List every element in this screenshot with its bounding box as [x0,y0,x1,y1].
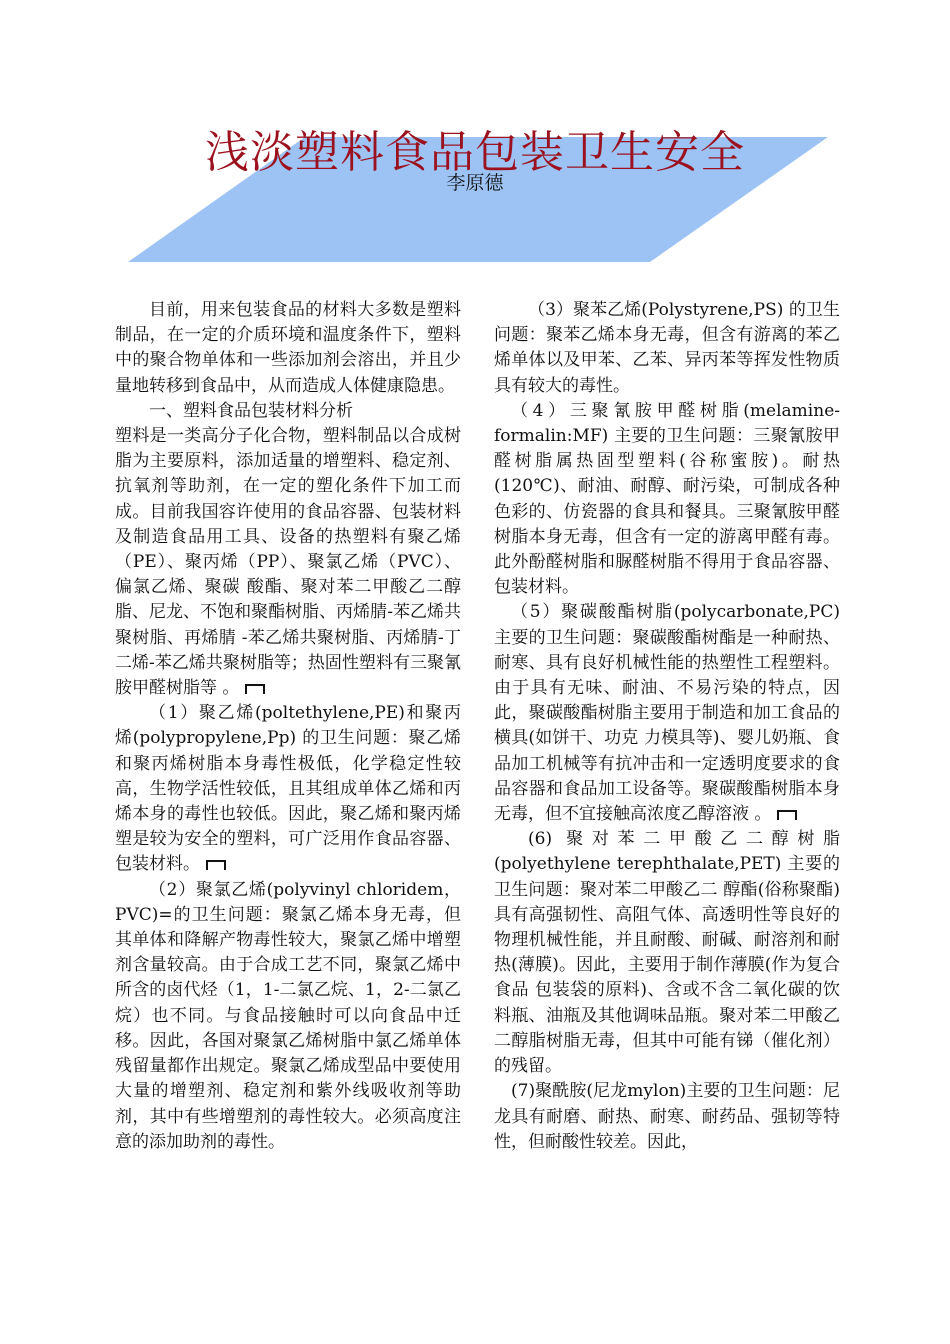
right-column [494,298,840,1155]
left-column [115,298,461,1155]
section-heading: 一、塑料食品包装材料分析 [149,400,353,421]
paragraph-ps: （3）聚苯乙烯(Polystyrene,PS) 的卫生问题：聚苯乙烯本身无毒，但含有游离的苯乙烯单体以及甲苯、乙苯、异丙苯等挥发性物质具有较大的毒性。 [494,300,840,396]
article-title: 浅淡塑料食品包装卫生安全 [205,127,745,178]
paragraph-plastics-overview: 塑料是一类高分子化合物，塑料制品以合成树脂为主要原料，添加适量的增塑料、稳定剂、抗氧剂等助剂，在一定的塑化条件下加工而成。目前我国容许使用的食品容器、包装材料及制造食品用工具、设备的热塑料有聚乙烯（PE）、聚丙烯（PP）、聚氯乙烯（PVC）、偏氯乙烯、聚碳 酸酯、聚对苯二甲酸乙二醇脂、尼龙、不饱和聚酯树脂、丙烯腈-苯乙烯共聚树脂、再烯腈 -苯乙烯共聚树脂、丙烯腈-丁二烯-苯乙烯共聚树脂等；热固性塑料有三聚氰胺甲醛树脂等 。 [115,426,461,699]
paragraph-mf: （4）三聚氰胺甲醛树脂(melamine-formalin:MF) 主要的卫生问题：三聚氰胺甲醛树脂属热固型塑料(谷称蜜胺)。耐热(120℃)、耐油、耐醇、耐污染，可制成各种色彩的、仿瓷器的食具和餐具。三聚氰胺甲醛树脂本身无毒，但含有一定的游离甲醛有毒。此外酚醛树脂和脲醛树脂不得用于食品容器、包装材料。 [494,400,840,598]
return-mark-icon [245,684,265,694]
paragraph-pc: （5）聚碳酸酯树脂(polycarbonate,PC) 主要的卫生问题：聚碳酸酯树酯是一种耐热、耐寒、具有良好机械性能的热塑性工程塑料。由于具有无味、耐油、不易污染的特点，因此，聚碳酸酯树脂主要用于制造和加工食品的横具(如饼干、功克 力模具等)、婴儿奶瓶、食品加工机械等有抗冲击和一定透明度要求的食品容器和食品加工设备等。聚碳酸酯树脂本身无毒，但不宜接触高浓度乙醇溶液 。 [494,602,840,825]
paragraph-nylon: (7)聚酰胺(尼龙mylon)主要的卫生问题：尼龙具有耐磨、耐热、耐寒、耐药品、强韧等特性，但耐酸性较差。因此， [494,1081,840,1152]
return-mark-icon [206,860,226,870]
paragraph-pe-pp: （1）聚乙烯(poltethylene,PE)和聚丙烯(polypropylene,Pp) 的卫生问题：聚乙烯和聚丙烯树脂本身毒性极低，化学稳定性较高，生物学活性较低，且其组成单体乙烯和丙烯本身的毒性也较低。因此，聚乙烯和聚丙烯塑是较为安全的塑料，可广泛用作食品容器、包装材料。 [115,703,461,875]
paragraph-pet: (6) 聚对苯二甲酸乙二醇树脂(polyethylene terephthalate,PET) 主要的卫生问题：聚对苯二甲酸乙二 醇酯(俗称聚酯)具有高强韧性、高阻气体、高透明性等良好的物理机械性能，并且耐酸、耐碱、耐溶剂和耐热(薄膜)。因此，主要用于制作薄膜(作为复合食品 包装袋的原料)、含或不含二氧化碳的饮料瓶、油瓶及其他调味品瓶。聚对苯二甲酸乙二醇脂树脂无毒，但其中可能有锑（催化剂）的残留。 [494,829,840,1077]
return-mark-icon [777,810,797,820]
paragraph-pvc: （2）聚氯乙烯(polyvinyl chloridem，PVC)=的卫生问题：聚氯乙烯本身无毒，但其单体和降解产物毒性较大，聚氯乙烯中增塑剂含量较高。由于合成工艺不同，聚氯乙烯中所含的卤代烃（1，1-二氯乙烷、1，2-二氯乙烷）也不同。与食品接触时可以向食品中迁移。因此，各国对聚氯乙烯树脂中氯乙烯单体残留量都作出规定。聚氯乙烯成型品中要使用大量的增塑剂、稳定剂和紫外线吸收剂等助剂，其中有些增塑剂的毒性较大。必须高度注意的添加助剂的毒性。 [115,879,461,1152]
intro-paragraph: 目前，用来包装食品的材料大多数是塑料制品，在一定的介质环境和温度条件下，塑料中的聚合物单体和一些添加剂会溶出，并且少量地转移到食品中，从而造成人体健康隐患。 [115,300,461,396]
author-name: 李原德 [446,172,504,194]
